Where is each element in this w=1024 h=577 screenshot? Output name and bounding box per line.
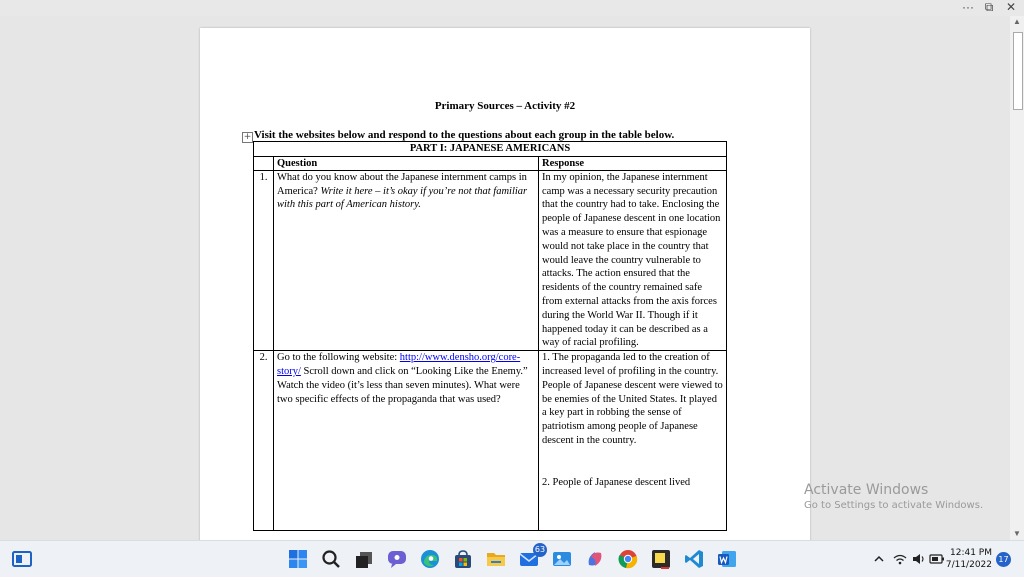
show-hidden-icons-icon[interactable]	[872, 550, 886, 568]
word-icon[interactable]	[715, 547, 739, 571]
question-text: What do you know about the Japanese internment camps in America?	[277, 171, 527, 197]
wifi-icon[interactable]	[892, 550, 908, 568]
activate-windows-watermark	[804, 482, 983, 511]
clock-time: 12:41 PM	[950, 548, 992, 558]
activity-table	[253, 141, 727, 531]
notifications-badge[interactable]: 17	[996, 552, 1011, 567]
response-cell[interactable]	[539, 170, 727, 350]
question-text: Go to the following website:	[277, 352, 400, 364]
scroll-down-icon[interactable]: ▼	[1013, 529, 1021, 538]
sticky-notes-icon[interactable]	[649, 547, 673, 571]
densho-link[interactable]: http://www.densho.org/core-story/	[277, 352, 521, 377]
scroll-up-icon[interactable]: ▲	[1013, 17, 1021, 26]
watermark-title: Activate Windows	[804, 482, 929, 498]
table-row	[254, 351, 727, 530]
battery-icon[interactable]	[929, 550, 945, 568]
start-icon[interactable]	[286, 547, 310, 571]
vscode-icon[interactable]	[682, 547, 706, 571]
document-page[interactable]	[200, 28, 810, 540]
photos-icon[interactable]	[550, 547, 574, 571]
instructions-text: Visit the websites below and respond to the questions about each group in the table below.	[254, 129, 675, 141]
question-cell[interactable]	[274, 170, 539, 350]
chrome-icon[interactable]	[616, 547, 640, 571]
part-header: PART I: JAPANESE AMERICANS	[254, 142, 727, 157]
number-header	[254, 156, 274, 170]
edge-icon[interactable]	[418, 547, 442, 571]
watermark-subtitle: Go to Settings to activate Windows.	[804, 500, 984, 511]
store-icon[interactable]	[451, 547, 475, 571]
response-header: Response	[539, 156, 727, 170]
file-explorer-icon[interactable]	[484, 547, 508, 571]
restore-button[interactable]: ⧉	[984, 0, 994, 14]
column-header-row	[254, 156, 727, 170]
close-button[interactable]: ✕	[1005, 0, 1017, 14]
chat-icon[interactable]	[385, 547, 409, 571]
question-cell[interactable]	[274, 351, 539, 530]
document-title: Primary Sources – Activity #2	[434, 100, 576, 112]
search-icon[interactable]	[319, 547, 343, 571]
question-text-continued: Scroll down and click on “Looking Like the Enemy.” Watch the video (it’s less than seven minutes). What were two specific effects of the propaganda that was used?	[277, 365, 528, 405]
response-text: In my opinion, the Japanese internment camp was a necessary security precaution that the country had to take. Enclosing the people of Japanese descent in one location was a measure to ensure that espionage would not take place in the country that would leave the country vulnerable to attacks. The action ensured that the residents of the country remained safe from external attacks from the axis forces during the World War II. Though if it happened today it can be described as a way of racial profiling.	[542, 171, 721, 349]
mail-icon[interactable]	[517, 545, 546, 571]
task-view-icon[interactable]	[352, 547, 376, 571]
scroll-thumb[interactable]	[1013, 32, 1023, 110]
mail-badge: 63	[533, 543, 547, 557]
window-top-bar	[0, 0, 1024, 16]
widgets-icon[interactable]	[10, 547, 34, 571]
row-number: 1.	[254, 170, 274, 350]
table-row	[254, 170, 727, 350]
row-number: 2.	[254, 351, 274, 530]
clock-date: 7/11/2022	[945, 560, 992, 570]
part-header-row	[254, 142, 727, 157]
taskbar	[0, 540, 1024, 577]
more-options-button[interactable]: ···	[962, 0, 974, 14]
response-text-2: 2. People of Japanese descent lived	[542, 476, 691, 488]
response-cell[interactable]	[539, 351, 727, 530]
copilot-icon[interactable]	[583, 547, 607, 571]
response-text-1: 1. The propaganda led to the creation of increased level of profiling in the country. People of Japanese descent were viewed to be enemies of the United States. It played a key part in robbing the sense of patriotism among people of Japanese descent in the country.	[542, 352, 723, 446]
volume-icon[interactable]	[911, 550, 927, 568]
question-header: Question	[274, 156, 539, 170]
question-italic-text: Write it here – it’s okay if you’re not that familiar with this part of American history.	[277, 185, 528, 211]
table-move-handle-icon[interactable]: +	[243, 132, 252, 142]
vertical-scrollbar[interactable]	[1010, 16, 1024, 540]
document-workspace	[0, 16, 1010, 540]
clock[interactable]	[944, 547, 992, 571]
